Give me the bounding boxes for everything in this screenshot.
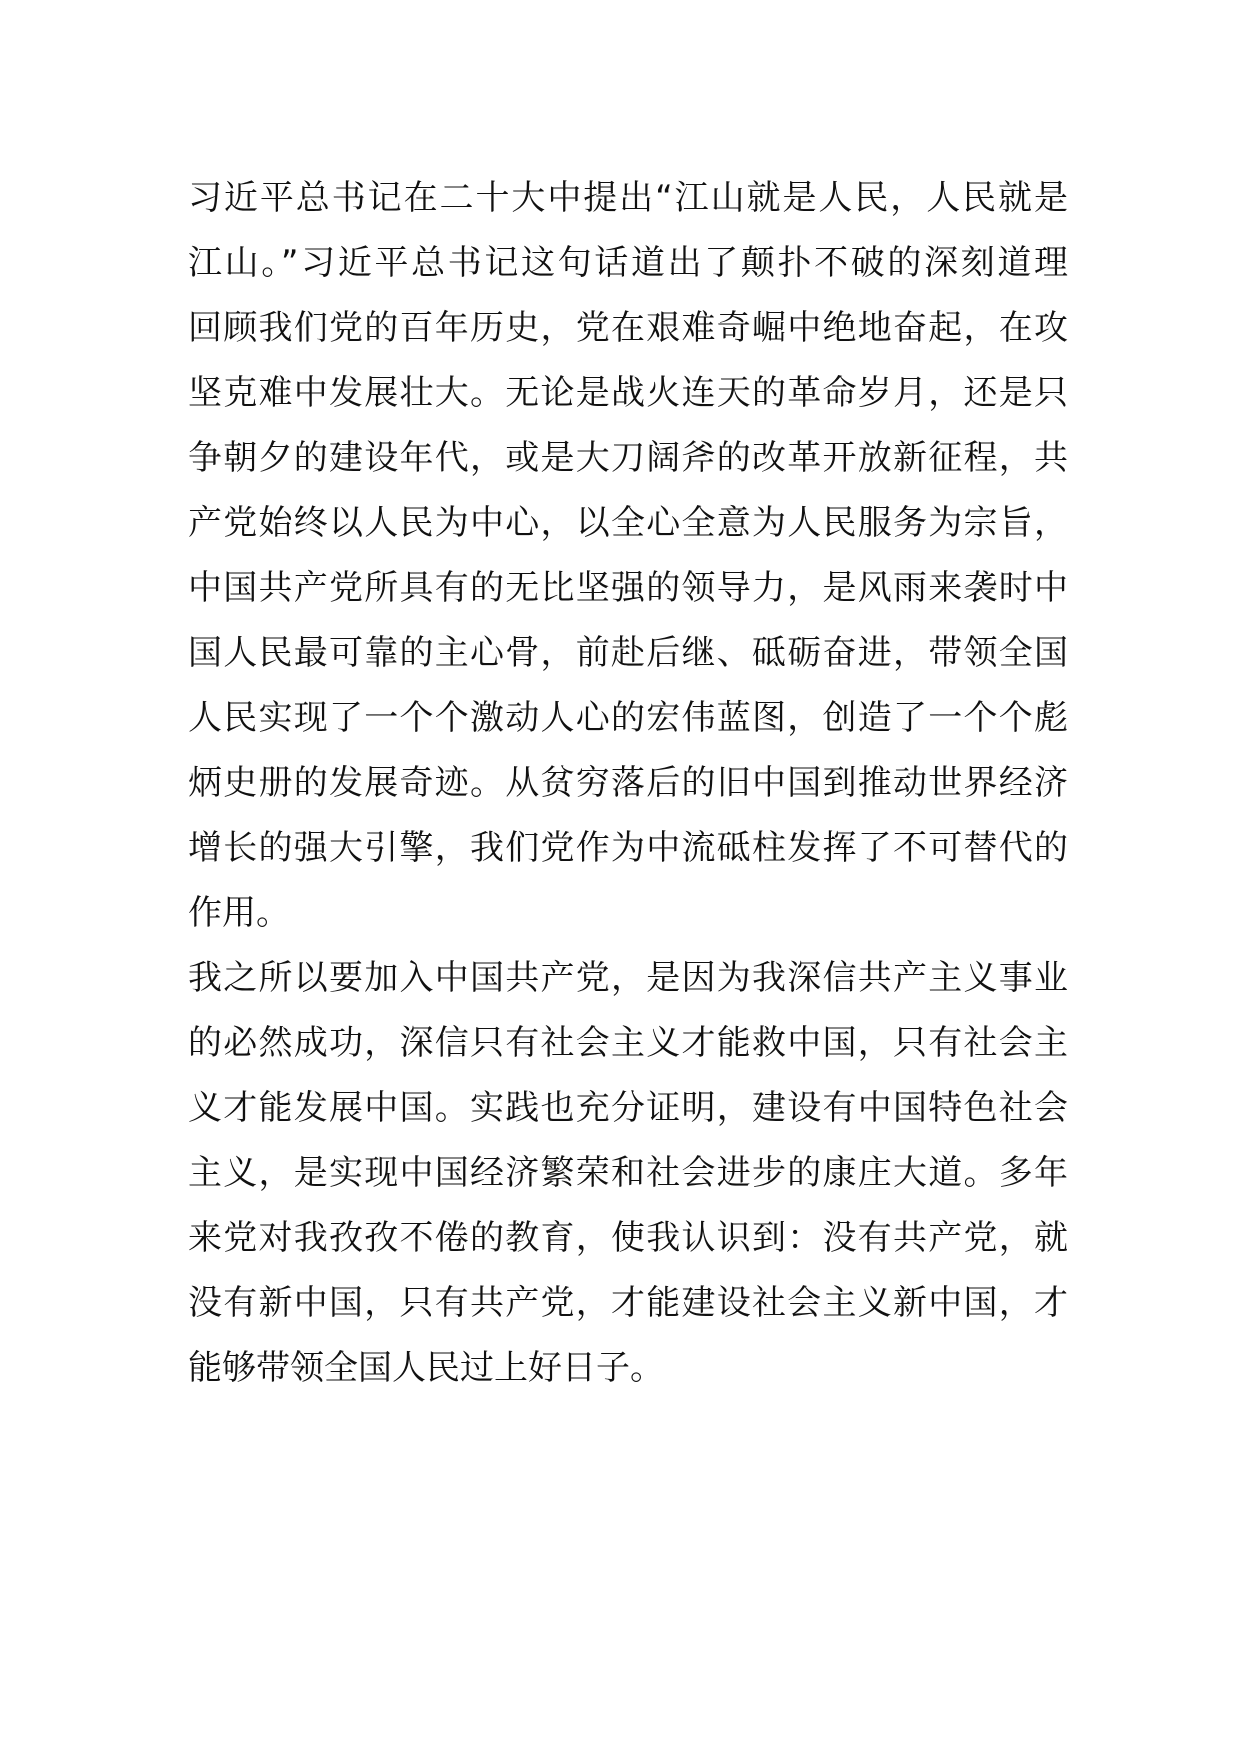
text-line: 能够带领全国人民过上好日子。 bbox=[188, 1348, 664, 1388]
text-line: 回顾我们党的百年历史，党在艰难奇崛中绝地奋起，在攻 bbox=[188, 308, 1068, 348]
text-line: 习近平总书记在二十大中提出“江山就是人民，人民就是 bbox=[188, 178, 1068, 218]
text-line: 争朝夕的建设年代，或是大刀阔斧的改革开放新征程，共 bbox=[188, 438, 1068, 478]
paragraph-1 bbox=[188, 166, 1068, 946]
text-line: 作用。 bbox=[188, 893, 290, 933]
text-line: 增长的强大引擎，我们党作为中流砥柱发挥了不可替代的 bbox=[188, 828, 1068, 868]
paragraph-2 bbox=[188, 946, 1068, 1401]
text-line: 江山。”习近平总书记这句话道出了颠扑不破的深刻道理 bbox=[188, 243, 1068, 283]
text-line: 主义，是实现中国经济繁荣和社会进步的康庄大道。多年 bbox=[188, 1153, 1068, 1193]
text-line: 产党始终以人民为中心，以全心全意为人民服务为宗旨， bbox=[188, 503, 1068, 543]
text-line: 中国共产党所具有的无比坚强的领导力，是风雨来袭时中 bbox=[188, 568, 1068, 608]
text-line: 我之所以要加入中国共产党，是因为我深信共产主义事业 bbox=[188, 958, 1068, 998]
text-line: 国人民最可靠的主心骨，前赴后继、砥砺奋进，带领全国 bbox=[188, 633, 1068, 673]
text-line: 的必然成功，深信只有社会主义才能救中国，只有社会主 bbox=[188, 1023, 1068, 1063]
text-line: 来党对我孜孜不倦的教育，使我认识到：没有共产党，就 bbox=[188, 1218, 1068, 1258]
text-line: 没有新中国，只有共产党，才能建设社会主义新中国，才 bbox=[188, 1283, 1068, 1323]
text-line: 炳史册的发展奇迹。从贫穷落后的旧中国到推动世界经济 bbox=[188, 763, 1068, 803]
text-line: 义才能发展中国。实践也充分证明，建设有中国特色社会 bbox=[188, 1088, 1068, 1128]
document-body bbox=[188, 166, 1068, 1401]
text-line: 人民实现了一个个激动人心的宏伟蓝图，创造了一个个彪 bbox=[188, 698, 1068, 738]
text-line: 坚克难中发展壮大。无论是战火连天的革命岁月，还是只 bbox=[188, 373, 1068, 413]
